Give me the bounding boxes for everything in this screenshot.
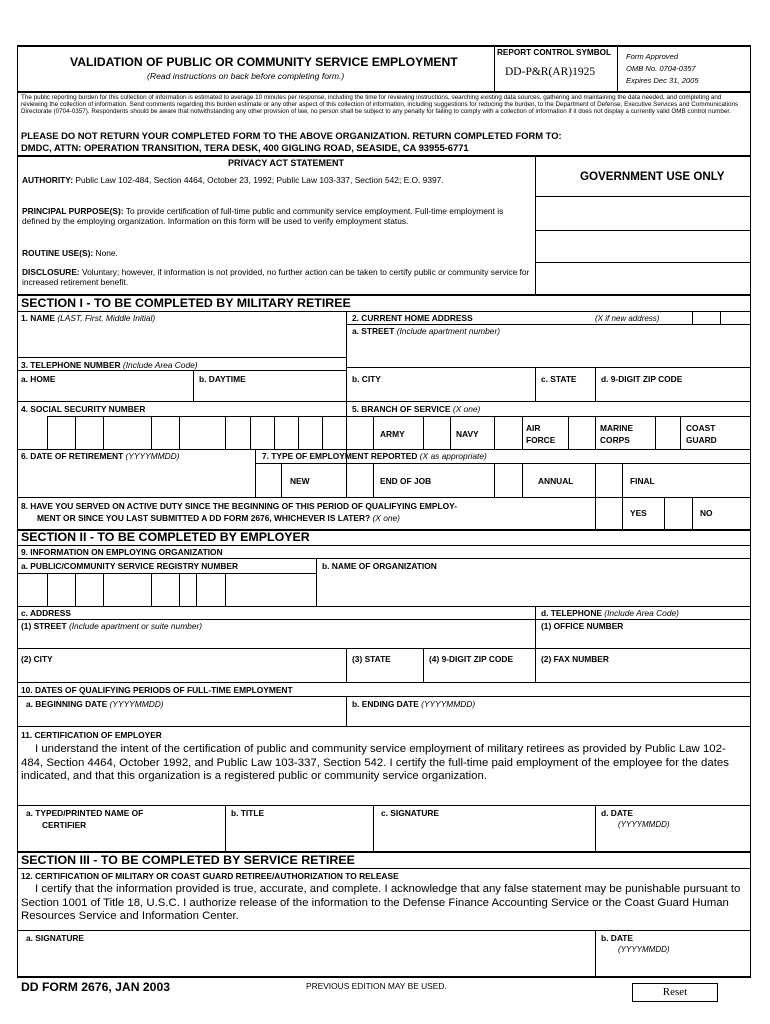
ssn-label: 4. SOCIAL SECURITY NUMBER — [21, 404, 146, 414]
state-label: c. STATE — [541, 374, 577, 384]
field-8-label-line2: MENT OR SINCE YOU LAST SUBMITTED A DD FORM 2676, WHICHEVER IS LATER? (X one) — [37, 513, 400, 523]
final-label: FINAL — [630, 476, 655, 486]
field-1-label: 1. NAME (LAST, First, Middle Initial) — [21, 313, 156, 323]
field-9d1-label: (1) OFFICE NUMBER — [541, 621, 624, 631]
home-phone-input[interactable] — [19, 385, 191, 400]
org-street-input[interactable] — [19, 632, 533, 647]
registry-number-input[interactable] — [19, 574, 315, 605]
form-title: VALIDATION OF PUBLIC OR COMMUNITY SERVICE EMPLOYMENT — [70, 55, 458, 69]
new-address-hint: (X if new address) — [595, 314, 660, 323]
navy-label: NAVY — [456, 429, 479, 439]
street-input[interactable] — [348, 338, 748, 356]
form-number: DD FORM 2676, JAN 2003 — [21, 980, 171, 994]
section-2-title: SECTION II - TO BE COMPLETED BY EMPLOYER — [21, 530, 310, 544]
field-9c4-label: (4) 9-DIGIT ZIP CODE — [429, 654, 514, 664]
principal-purpose: PRINCIPAL PURPOSE(S): To provide certification of full-time public and community service employment. Full-time employment is defined by the employing organization. Information on this form will be used to verify employment status. — [22, 206, 504, 227]
corps-label: CORPS — [600, 435, 630, 445]
field-7-label: 7. TYPE OF EMPLOYMENT REPORTED (X as appropriate) — [262, 451, 487, 461]
field-5-label: 5. BRANCH OF SERVICE (X one) — [352, 404, 481, 414]
field-2a-label: a. STREET (Include apartment number) — [352, 326, 501, 336]
city-label: b. CITY — [352, 374, 381, 384]
field-11c-label: c. SIGNATURE — [381, 808, 440, 818]
field-10-label: 10. DATES OF QUALIFYING PERIODS OF FULL-TIME EMPLOYMENT — [21, 685, 293, 695]
retiree-signature-field[interactable] — [19, 945, 593, 976]
end-of-job-label: END OF JOB — [380, 476, 432, 486]
zip-input[interactable] — [597, 385, 748, 400]
org-city-input[interactable] — [19, 665, 344, 681]
section-1-title: SECTION I - TO BE COMPLETED BY MILITARY RETIREE — [21, 296, 351, 310]
ssn-input[interactable] — [19, 417, 344, 448]
retiree-date-input[interactable] — [597, 957, 748, 976]
daytime-phone-input[interactable] — [195, 385, 344, 400]
field-10a-label: a. BEGINNING DATE (YYYYMMDD) — [26, 699, 164, 709]
final-checkbox[interactable] — [596, 464, 621, 496]
field-3-label: 3. TELEPHONE NUMBER (Include Area Code) — [21, 360, 198, 370]
return-instructions: PLEASE DO NOT RETURN YOUR COMPLETED FORM TO THE ABOVE ORGANIZATION. RETURN COMPLETED FORM TO: — [21, 130, 562, 141]
army-checkbox[interactable] — [347, 417, 372, 448]
navy-checkbox[interactable] — [424, 417, 449, 448]
omb-number: OMB No. 0704-0357 — [626, 64, 696, 73]
field-12-label: 12. CERTIFICATION OF MILITARY OR COAST GUARD RETIREE/AUTHORIZATION TO RELEASE — [21, 871, 399, 881]
field-9b-label: b. NAME OF ORGANIZATION — [322, 561, 437, 571]
field-11-label: 11. CERTIFICATION OF EMPLOYER — [21, 730, 162, 740]
field-9c1-label: (1) STREET (Include apartment or suite number) — [21, 621, 203, 631]
new-label: NEW — [290, 476, 310, 486]
org-state-input[interactable] — [348, 665, 421, 681]
field-9a-label: a. PUBLIC/COMMUNITY SERVICE REGISTRY NUMBER — [21, 561, 239, 571]
field-12b-hint: (YYYYMMDD) — [618, 945, 670, 954]
field-11b-label: b. TITLE — [231, 808, 265, 818]
field-9-label: 9. INFORMATION ON EMPLOYING ORGANIZATION — [21, 547, 223, 557]
field-11a-label-line1: a. TYPED/PRINTED NAME OF — [26, 808, 144, 818]
active-duty-no-checkbox[interactable] — [665, 498, 691, 528]
daytime-phone-label: b. DAYTIME — [199, 374, 246, 384]
org-zip-input[interactable] — [425, 665, 533, 681]
army-label: ARMY — [380, 429, 405, 439]
air-force-checkbox[interactable] — [495, 417, 521, 448]
coast-guard-checkbox[interactable] — [656, 417, 679, 448]
zip-label: d. 9-DIGIT ZIP CODE — [601, 374, 683, 384]
certifier-signature-field[interactable] — [375, 820, 593, 850]
fax-number-input[interactable] — [537, 665, 748, 681]
form-subtitle: (Read instructions on back before completing form.) — [147, 71, 345, 81]
rcs-value: DD-P&R(AR)1925 — [505, 66, 596, 78]
guard-label: GUARD — [686, 435, 717, 445]
air-label: AIR — [526, 423, 541, 433]
government-use-only: GOVERNMENT USE ONLY — [580, 170, 725, 183]
retiree-certification-text: I certify that the information provided is true, accurate, and complete. I acknowledge that any false statement may be punishable pursuant to Section 1001 of Title 18, U.S.C. I authorize release of the information to the Defense Finance Accounting Service or the Coast Guard Human Resources Service and Information Center. — [21, 883, 741, 923]
return-address: DMDC, ATTN: OPERATION TRANSITION, TERA DESK, 400 GIGLING ROAD, SEASIDE, CA 93955-6771 — [21, 142, 469, 153]
yes-label: YES — [630, 508, 647, 518]
field-2-label: 2. CURRENT HOME ADDRESS — [352, 313, 473, 323]
home-phone-label: a. HOME — [21, 374, 56, 384]
field-9c2-label: (2) CITY — [21, 654, 53, 664]
state-input[interactable] — [537, 385, 593, 400]
privacy-act-title: PRIVACY ACT STATEMENT — [228, 158, 345, 168]
field-11d-hint: (YYYYMMDD) — [618, 820, 670, 829]
rcs-label: REPORT CONTROL SYMBOL — [497, 48, 612, 57]
omb-expiration: Expires Dec 31, 2005 — [626, 76, 699, 85]
certifier-title-input[interactable] — [227, 820, 371, 850]
burden-statement: The public reporting burden for this collection of information is estimated to average 10 minutes per response, including the time for reviewing instructions, searching existing data sources, gathering and maintaining the data needed, and completing and reviewing the collection of information. Send comments regarding this burden estimate or any other aspect of this collection of information, including suggestions for reducing the burden, to the Department of Defense, Executive Services and Communications Directorate (0704-0357). Respondents should be aware that notwithstanding any other provision of law, no person shall be subject to any penalty for failing to comply with a collection of information if it does not display a currently valid OMB control number. — [21, 94, 739, 116]
annual-label: ANNUAL — [538, 476, 574, 486]
disclosure-statement: DISCLOSURE: Voluntary; however, if information is not provided, no further action can be taken to certify public or community service for increased retirement benefit. — [22, 267, 530, 288]
field-11a-label-line2: CERTIFIER — [42, 820, 87, 830]
active-duty-yes-checkbox[interactable] — [596, 498, 621, 528]
field-10b-label: b. ENDING DATE (YYYYMMDD) — [352, 699, 476, 709]
marine-corps-checkbox[interactable] — [569, 417, 594, 448]
reset-button[interactable]: Reset — [632, 983, 718, 1002]
retirement-date-input[interactable] — [19, 463, 253, 496]
previous-edition-note: PREVIOUS EDITION MAY BE USED. — [306, 981, 447, 991]
field-11d-label: d. DATE — [601, 808, 633, 818]
certification-date-input[interactable] — [597, 832, 748, 850]
section-3-title: SECTION III - TO BE COMPLETED BY SERVICE RETIREE — [21, 853, 355, 867]
field-9d2-label: (2) FAX NUMBER — [541, 654, 609, 664]
new-address-checkbox[interactable] — [693, 312, 719, 323]
name-input[interactable] — [19, 324, 344, 356]
beginning-date-input[interactable] — [19, 710, 344, 725]
end-of-job-checkbox[interactable] — [347, 464, 372, 496]
force-label: FORCE — [526, 435, 556, 445]
field-12b-label: b. DATE — [601, 933, 633, 943]
authority-statement: AUTHORITY: Public Law 102-484, Section 4464, October 23, 1992; Public Law 103-337, Section 542; E.O. 9397. — [22, 175, 444, 185]
field-6-label: 6. DATE OF RETIREMENT (YYYYMMDD) — [21, 451, 180, 461]
field-9c-label: c. ADDRESS — [21, 608, 71, 618]
field-8-label-line1: 8. HAVE YOU SERVED ON ACTIVE DUTY SINCE THE BEGINNING OF THIS PERIOD OF QUALIFYING EMPLOY- — [21, 501, 458, 511]
coast-label: COAST — [686, 423, 716, 433]
routine-use: ROUTINE USE(S): None. — [22, 248, 118, 258]
ending-date-input[interactable] — [348, 710, 748, 725]
annual-checkbox[interactable] — [495, 464, 521, 496]
field-9d-label: d. TELEPHONE (Include Area Code) — [541, 608, 679, 618]
employer-certification-text: I understand the intent of the certification of public and community service employment of military retirees as provided by Public Law 102-484, Section 4464, October 1992, and Public Law 103-337, Section 542. I certify the full-time paid employment of the employee for the dates indicated, and that this organization is a registered public or community service organization. — [21, 743, 729, 783]
new-employment-checkbox[interactable] — [256, 464, 280, 496]
form-approved: Form Approved — [626, 52, 679, 61]
organization-name-input[interactable] — [318, 574, 748, 605]
office-number-input[interactable] — [537, 632, 748, 647]
no-label: NO — [700, 508, 713, 518]
city-input[interactable] — [348, 385, 533, 400]
field-9c3-label: (3) STATE — [352, 654, 391, 664]
marine-label: MARINE — [600, 423, 634, 433]
certifier-name-input[interactable] — [19, 831, 223, 850]
field-12a-label: a. SIGNATURE — [26, 933, 85, 943]
